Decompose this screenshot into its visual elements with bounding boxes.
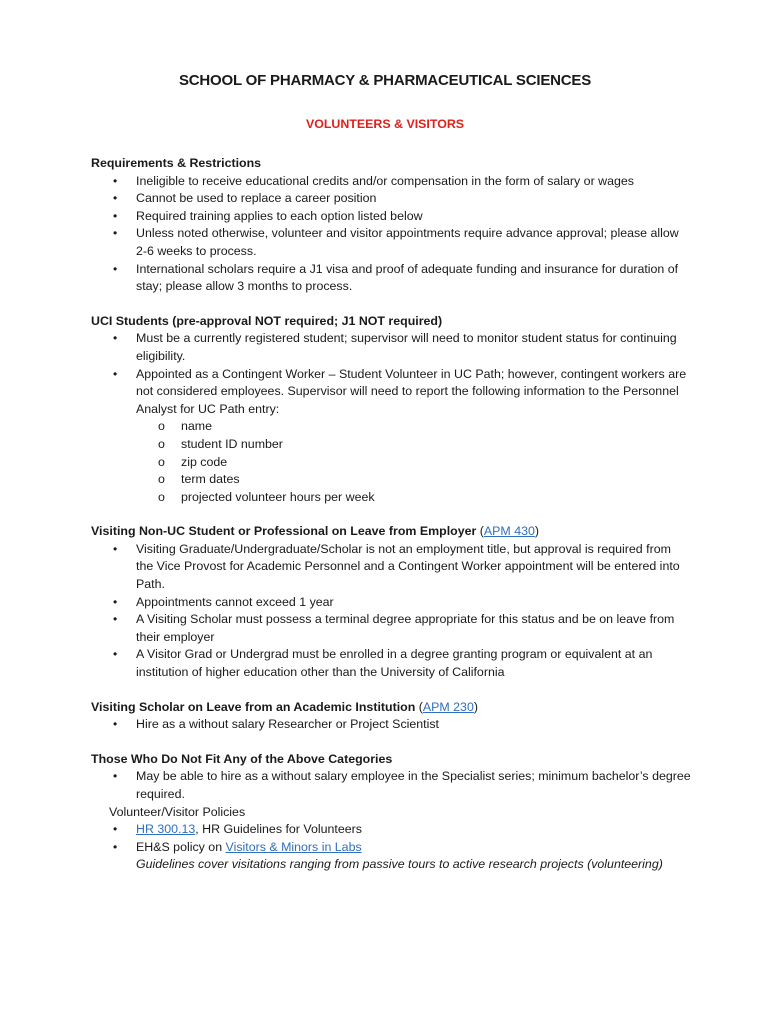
- policies-list: [91, 821, 691, 856]
- list-item: • A Visiting Scholar must possess a terminal degree appropriate for this status and be on leave from their employer: [91, 611, 691, 646]
- visiting-non-uc-list: [91, 541, 691, 682]
- uci-students-section: [91, 313, 691, 507]
- section-heading: Requirements & Restrictions: [91, 156, 262, 170]
- list-item: [91, 821, 691, 839]
- apm-230-link[interactable]: APM 230: [422, 699, 474, 714]
- visiting-scholar-list: [91, 716, 691, 734]
- list-item: • Ineligible to receive educational credits and/or compensation in the form of salary or wages: [91, 173, 691, 191]
- list-item: • Unless noted otherwise, volunteer and visitor appointments require advance approval; please allow 2-6 weeks to process.: [91, 225, 691, 260]
- spacer: [91, 506, 691, 523]
- spacer: [91, 734, 691, 751]
- section-heading-line: [91, 699, 691, 717]
- sub-list-item: o zip code: [91, 454, 691, 472]
- list-item: [91, 366, 691, 419]
- section-heading-line: [91, 523, 691, 541]
- policy-ehs-text: EH&S policy on: [136, 839, 226, 854]
- paren-open: (: [476, 524, 484, 539]
- apm-430-link[interactable]: APM 430: [483, 524, 535, 539]
- list-item: • May be able to hire as a without salary employee in the Specialist series; minimum bachelor’s degree required.: [91, 768, 691, 803]
- spacer: [91, 296, 691, 313]
- policies-label: Volunteer/Visitor Policies: [109, 804, 246, 819]
- list-item: • Visiting Graduate/Undergraduate/Scholar is not an employment title, but approval is required from the Vice Provost for Academic Personnel and a Contingent Worker appointment will be entered into Path.: [91, 541, 691, 594]
- sub-list-item: o term dates: [91, 471, 691, 489]
- page-title: SCHOOL OF PHARMACY & PHARMACEUTICAL SCIENCES: [178, 72, 592, 89]
- visiting-non-uc-section: [91, 523, 691, 681]
- sub-list-item: o projected volunteer hours per week: [91, 489, 691, 507]
- list-item: • Must be a currently registered student; supervisor will need to monitor student status for continuing eligibility.: [91, 330, 691, 365]
- list-item: • Hire as a without salary Researcher or Project Scientist: [91, 716, 691, 734]
- sub-list-item: o name: [91, 418, 691, 436]
- section-heading: UCI Students (pre-approval NOT required; J1 NOT required): [91, 313, 443, 328]
- list-item: [91, 839, 691, 857]
- uci-students-list: [91, 330, 691, 418]
- entry-info-list: [91, 418, 691, 506]
- requirements-section: [91, 155, 691, 296]
- spacer: [91, 682, 691, 699]
- section-heading: Visiting Non-UC Student or Professional on Leave from Employer: [91, 524, 477, 539]
- visitors-minors-labs-link[interactable]: Visitors & Minors in Labs: [225, 839, 362, 854]
- list-item: • Cannot be used to replace a career position: [91, 190, 691, 208]
- policy-hr-text: , HR Guidelines for Volunteers: [195, 822, 362, 837]
- requirements-list: [91, 173, 691, 296]
- sub-list-item: o student ID number: [91, 436, 691, 454]
- section-heading: Visiting Scholar on Leave from an Academic Institution: [91, 699, 416, 714]
- paren-open: (: [415, 699, 423, 714]
- document-body: [91, 155, 691, 874]
- hr-300-13-link[interactable]: HR 300.13: [136, 822, 196, 837]
- guidelines-note: Guidelines cover visitations ranging from passive tours to active research projects (volunteering): [136, 857, 663, 872]
- list-item: • Appointments cannot exceed 1 year: [91, 594, 691, 612]
- list-item-text: Appointed as a Contingent Worker – Student Volunteer in UC Path; however, contingent workers are not considered employees. Supervisor will need to report the following information to the Personnel Analyst for UC Path entry:: [136, 366, 687, 416]
- section-heading: Those Who Do Not Fit Any of the Above Categories: [91, 751, 393, 766]
- list-item: • Required training applies to each option listed below: [91, 208, 691, 226]
- list-item: • International scholars require a J1 visa and proof of adequate funding and insurance for duration of stay; please allow 3 months to process.: [91, 261, 691, 296]
- list-item: • A Visitor Grad or Undergrad must be enrolled in a degree granting program or equivalent at an institution of higher education other than the University of California: [91, 646, 691, 681]
- page-subtitle: VOLUNTEERS & VISITORS: [305, 117, 465, 131]
- other-categories-section: [91, 751, 691, 874]
- paren-close: ): [473, 699, 478, 714]
- paren-close: ): [534, 524, 540, 539]
- other-categories-list: [91, 768, 691, 803]
- visiting-scholar-section: [91, 699, 691, 734]
